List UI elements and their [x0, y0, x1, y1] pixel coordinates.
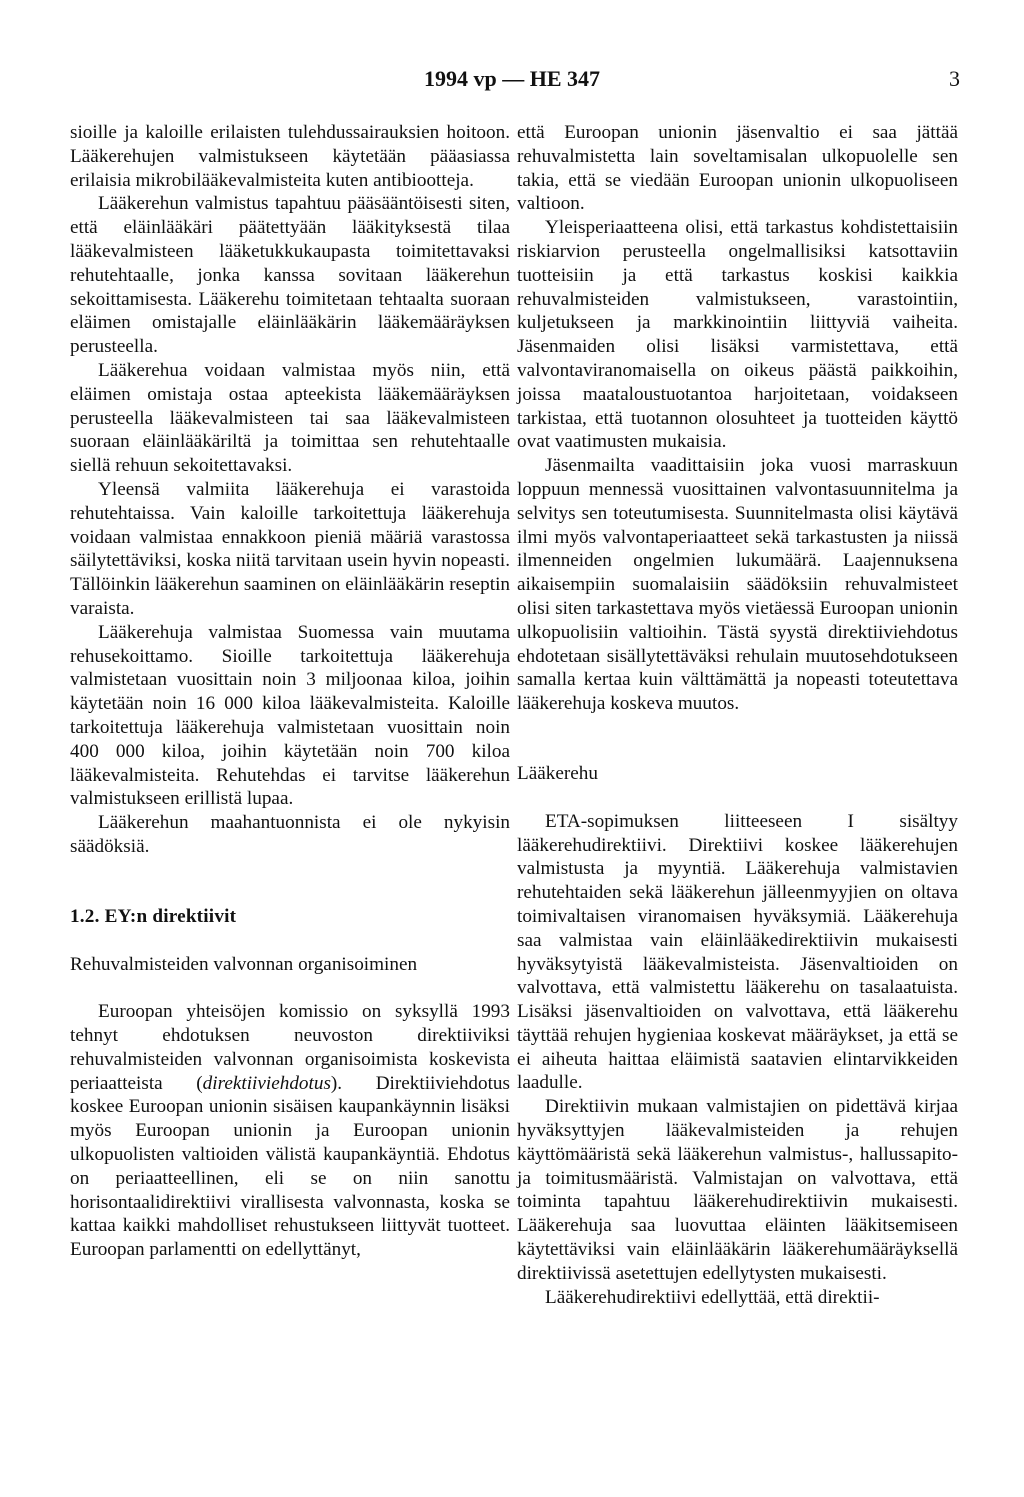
paragraph: sioille ja kaloille erilaisten tulehdussairauksien hoitoon. Lääkerehujen valmistukseen käytetään pääasiassa erilaisia mikrobilääkevalmisteita kuten antibiootteja. [70, 122, 510, 191]
paragraph-text: ). Direktiiviehdotus koskee Euroopan unionin sisäisen kaupankäynnin lisäksi myös Euroopan unionin ja Euroopan unionin ulkopuolisten valtioiden välistä kaupankäyntiä. Ehdotus on periaatteellinen, eli se on niin sanottu horisontaalidirektiivi virallisesta valvonnasta, koska se kattaa kaikki mahdolliset rehustukseen liittyvät tuotteet. Euroopan parlamentti on edellyttänyt, [70, 1072, 510, 1261]
paragraph [70, 1000, 510, 1262]
paragraph: Lääkerehua voidaan valmistaa myös niin, että eläimen omistaja ostaa apteekista lääkemääräyksen perusteella lääkevalmisteen tai saa lääkevalmisteen suoraan eläinlääkäriltä ja toimittaa sen rehutehtaalle siellä rehuun sekoitettavaksi. [70, 359, 510, 477]
right-column [517, 121, 958, 1309]
paragraph-text: Euroopan yhteisöjen komissio on syksyllä 1993 tehnyt ehdotuksen neuvoston direktiiviksi rehuvalmisteiden valvonnan organisoimista koskevista periaatteista ( [70, 1001, 510, 1094]
paragraph: Jäsenmailta vaadittaisiin joka vuosi marraskuun loppuun mennessä vuosittainen valvontasuunnitelma ja selvitys sen toteutumisesta. Suunnitelmasta olisi käytävä ilmi myös valvontaperiaatteet sekä tarkastusten ja niissä ilmenneiden ongelmien lukumäärä. Laajennuksena aikaisempiin suomalaisiin säädöksiin rehuvalmisteet olisi siten tarkastettava myös vietäessä Euroopan unionin ulkopuolisiin valtioihin. Tästä syystä direktiiviehdotus ehdotetaan sisällytettäväksi rehulain muutosehdotukseen samalla kertaa kuin välttämättä ja nopeasti toteutettava lääkerehuja koskeva muutos. [517, 455, 958, 715]
paragraph: Lääkerehudirektiivi edellyttää, että direktii- [545, 1286, 880, 1308]
page-number: 3 [949, 66, 960, 91]
subheading: Lääkerehu [517, 762, 598, 784]
paragraph: Lääkerehuja valmistaa Suomessa vain muutama rehusekoittamo. Sioille tarkoitettuja lääkerehuja valmistetaan vuosittain noin 3 miljoonaa kiloa, joihin käytetään noin 16 000 kiloa lääkevalmisteita. Kaloille tarkoitettuja lääkerehuja valmistetaan vuosittain noin 400 000 kiloa, joihin käytetään noin 700 kiloa lääkevalmisteita. Rehutehdas ei tarvitse lääkerehun valmistukseen erillistä lupaa. [70, 621, 510, 810]
paragraph: Lääkerehun maahantuonnista ei ole nykyisin säädöksiä. [70, 812, 510, 857]
paragraph: Yleensä valmiita lääkerehuja ei varastoida rehutehtaissa. Vain kaloille tarkoitettuja lääkerehuja voidaan valmistaa ennakkoon pieniä määriä varastossa säilytettäviksi, koska niitä tarvitaan usein hyvin nopeasti. Tällöinkin lääkerehun saaminen on eläinlääkärin reseptin varaista. [70, 478, 510, 619]
paragraph: että Euroopan unionin jäsenvaltio ei saa jättää rehuvalmistetta lain soveltamisalan ulkopuolelle sen takia, että se viedään Euroopan unionin ulkopuoliseen valtioon. [517, 122, 958, 215]
paragraph: Yleisperiaatteena olisi, että tarkastus kohdistettaisiin riskiarvion perusteella ongelmallisiksi katsottaviin tuotteisiin ja että tarkastus koskisi kaikkia rehuvalmisteiden valmistukseen, varastointiin, kuljetukseen ja markkinointiin liittyviä vaiheita. Jäsenmaiden olisi lisäksi varmistettava, että valvontaviranomaisella on oikeus päästä paikkoihin, joissa maataloustuotantoa harjoitetaan, voidakseen tarkistaa, että tuotannon olosuhteet ja tuotteiden käyttö ovat vaatimusten mukaisia. [517, 217, 958, 453]
paragraph: Lääkerehun valmistus tapahtuu pääsääntöisesti siten, että eläinlääkäri päätettyään lääkityksestä tilaa lääkevalmisteen lääketukkukaupasta toimitettavaksi rehutehtaalle, jonka kanssa sovitaan lääkerehun sekoittamisesta. Lääkerehu toimitetaan tehtaalta suoraan eläimen omistajalle eläinlääkärin lääkemääräyksen perusteella. [70, 193, 510, 358]
left-column [70, 121, 510, 1262]
running-title: 1994 vp — HE 347 [423, 66, 601, 91]
section-heading: 1.2. EY:n direktiivit [70, 905, 237, 927]
page-header [0, 62, 1024, 96]
subheading: Rehuvalmisteiden valvonnan organisoiminen [70, 953, 418, 975]
italic-term: direktiiviehdotus [202, 1072, 331, 1094]
paragraph: Direktiivin mukaan valmistajien on pidettävä kirjaa hyväksyttyjen lääkevalmisteiden ja rehujen käyttömääristä sekä lääkerehun valmistus-, hallussapito- ja toimitusmääristä. Valmistajan on valvottava, että toiminta tapahtuu lääkerehudirektiivin mukaisesti. Lääkerehuja saa luovuttaa eläinten lääkitsemiseen käytettäviksi vain eläinlääkärin lääkerehumääräyksellä direktiivissä asetettujen edellytysten mukaisesti. [517, 1096, 958, 1284]
paragraph: ETA-sopimuksen liitteeseen I sisältyy lääkerehudirektiivi. Direktiivi koskee lääkerehujen valmistusta ja myyntiä. Lääkerehuja valmistavien rehutehtaiden sekä lääkerehun jälleenmyyjien on oltava toimivaltaisen viranomaisen hyväksymiä. Lääkerehuja saa valmistaa vain eläinlääkedirektiivin mukaisesti hyväksytyistä lääkevalmisteista. Jäsenvaltioiden on valvottava, että valmistettu lääkerehu on tasalaatuista. Lisäksi jäsenvaltioiden on valvottava, että lääkerehu täyttää rehujen hygieniaa koskevat määräykset, ja että se ei aiheuta haittaa eläimistä saatavien elintarvikkeiden laadulle. [517, 810, 958, 1094]
